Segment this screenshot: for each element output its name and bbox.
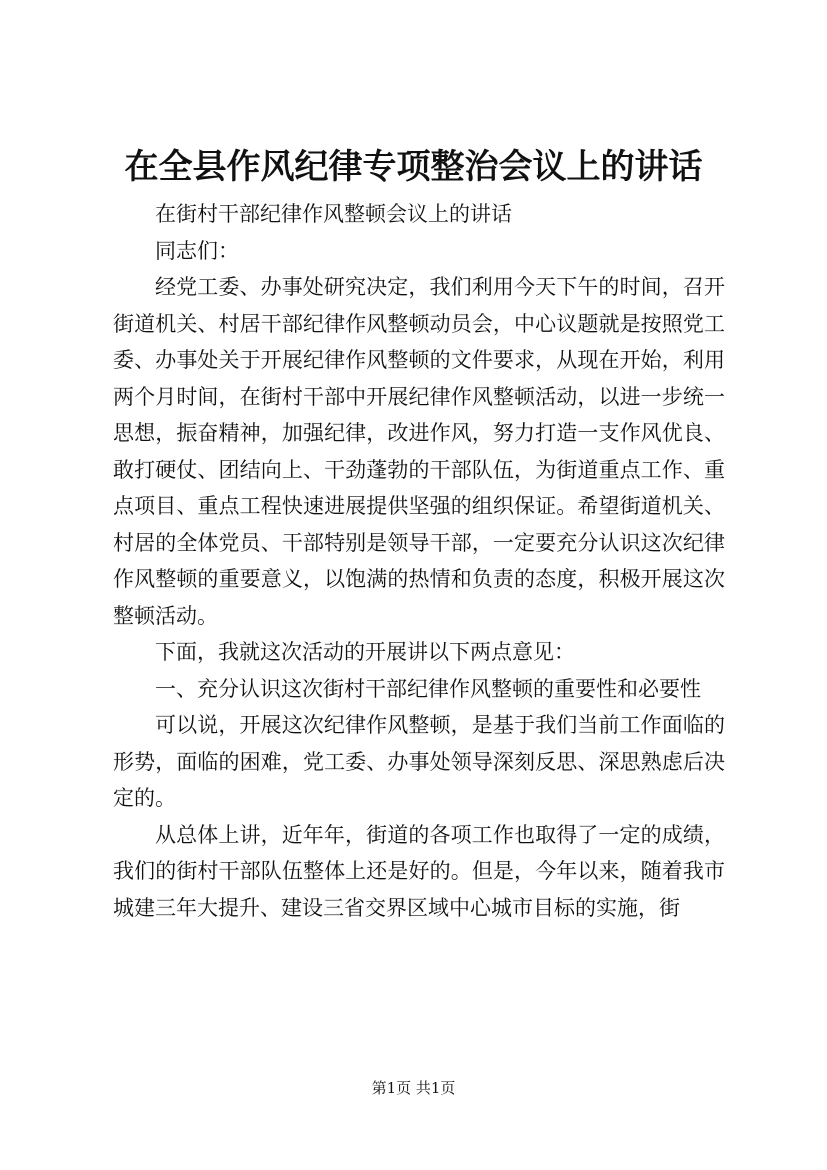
body-paragraph: 可以说，开展这次纪律作风整顿，是基于我们当前工作面临的形势，面临的困难，党工委、办事处领导深刻反思、深思熟虑后决定的。 xyxy=(113,713,725,810)
body-paragraph: 经党工委、办事处研究决定，我们利用今天下午的时间，召开街道机关、村居干部纪律作风整顿动员会，中心议题就是按照党工委、办事处关于开展纪律作风整顿的文件要求，从现在开始，利用两个月时间，在街村干部中开展纪律作风整顿活动，以进一步统一思想，振奋精神，加强纪律，改进作风，努力打造一支作风优良、敢打硬仗、团结向上、干劲蓬勃的干部队伍，为街道重点工作、重点项目、重点工程快速进展提供坚强的组织保证。希望街道机关、村居的全体党员、干部特别是领导干部，一定要充分认识这次纪律作风整顿的重要意义，以饱满的热情和负责的态度，积极开展这次整顿活动。 xyxy=(113,275,725,628)
page-footer: 第1页 共1页 xyxy=(371,1079,456,1097)
salutation-paragraph: 同志们： xyxy=(155,238,239,263)
section-heading-paragraph: 一、充分认识这次街村干部纪律作风整顿的重要性和必要性 xyxy=(155,676,701,701)
body-paragraph: 从总体上讲，近年年，街道的各项工作也取得了一定的成绩，我们的街村干部队伍整体上还是好的。但是，今年以来，随着我市城建三年大提升、建设三省交界区域中心城市目标的实施，街 xyxy=(113,822,725,920)
subtitle-paragraph: 在街村干部纪律作风整顿会议上的讲话 xyxy=(155,202,512,226)
body-paragraph: 下面，我就这次活动的开展讲以下两点意见： xyxy=(155,640,575,664)
document-body xyxy=(113,196,725,926)
document-title: 在全县作风纪律专项整治会议上的讲话 xyxy=(124,147,703,187)
